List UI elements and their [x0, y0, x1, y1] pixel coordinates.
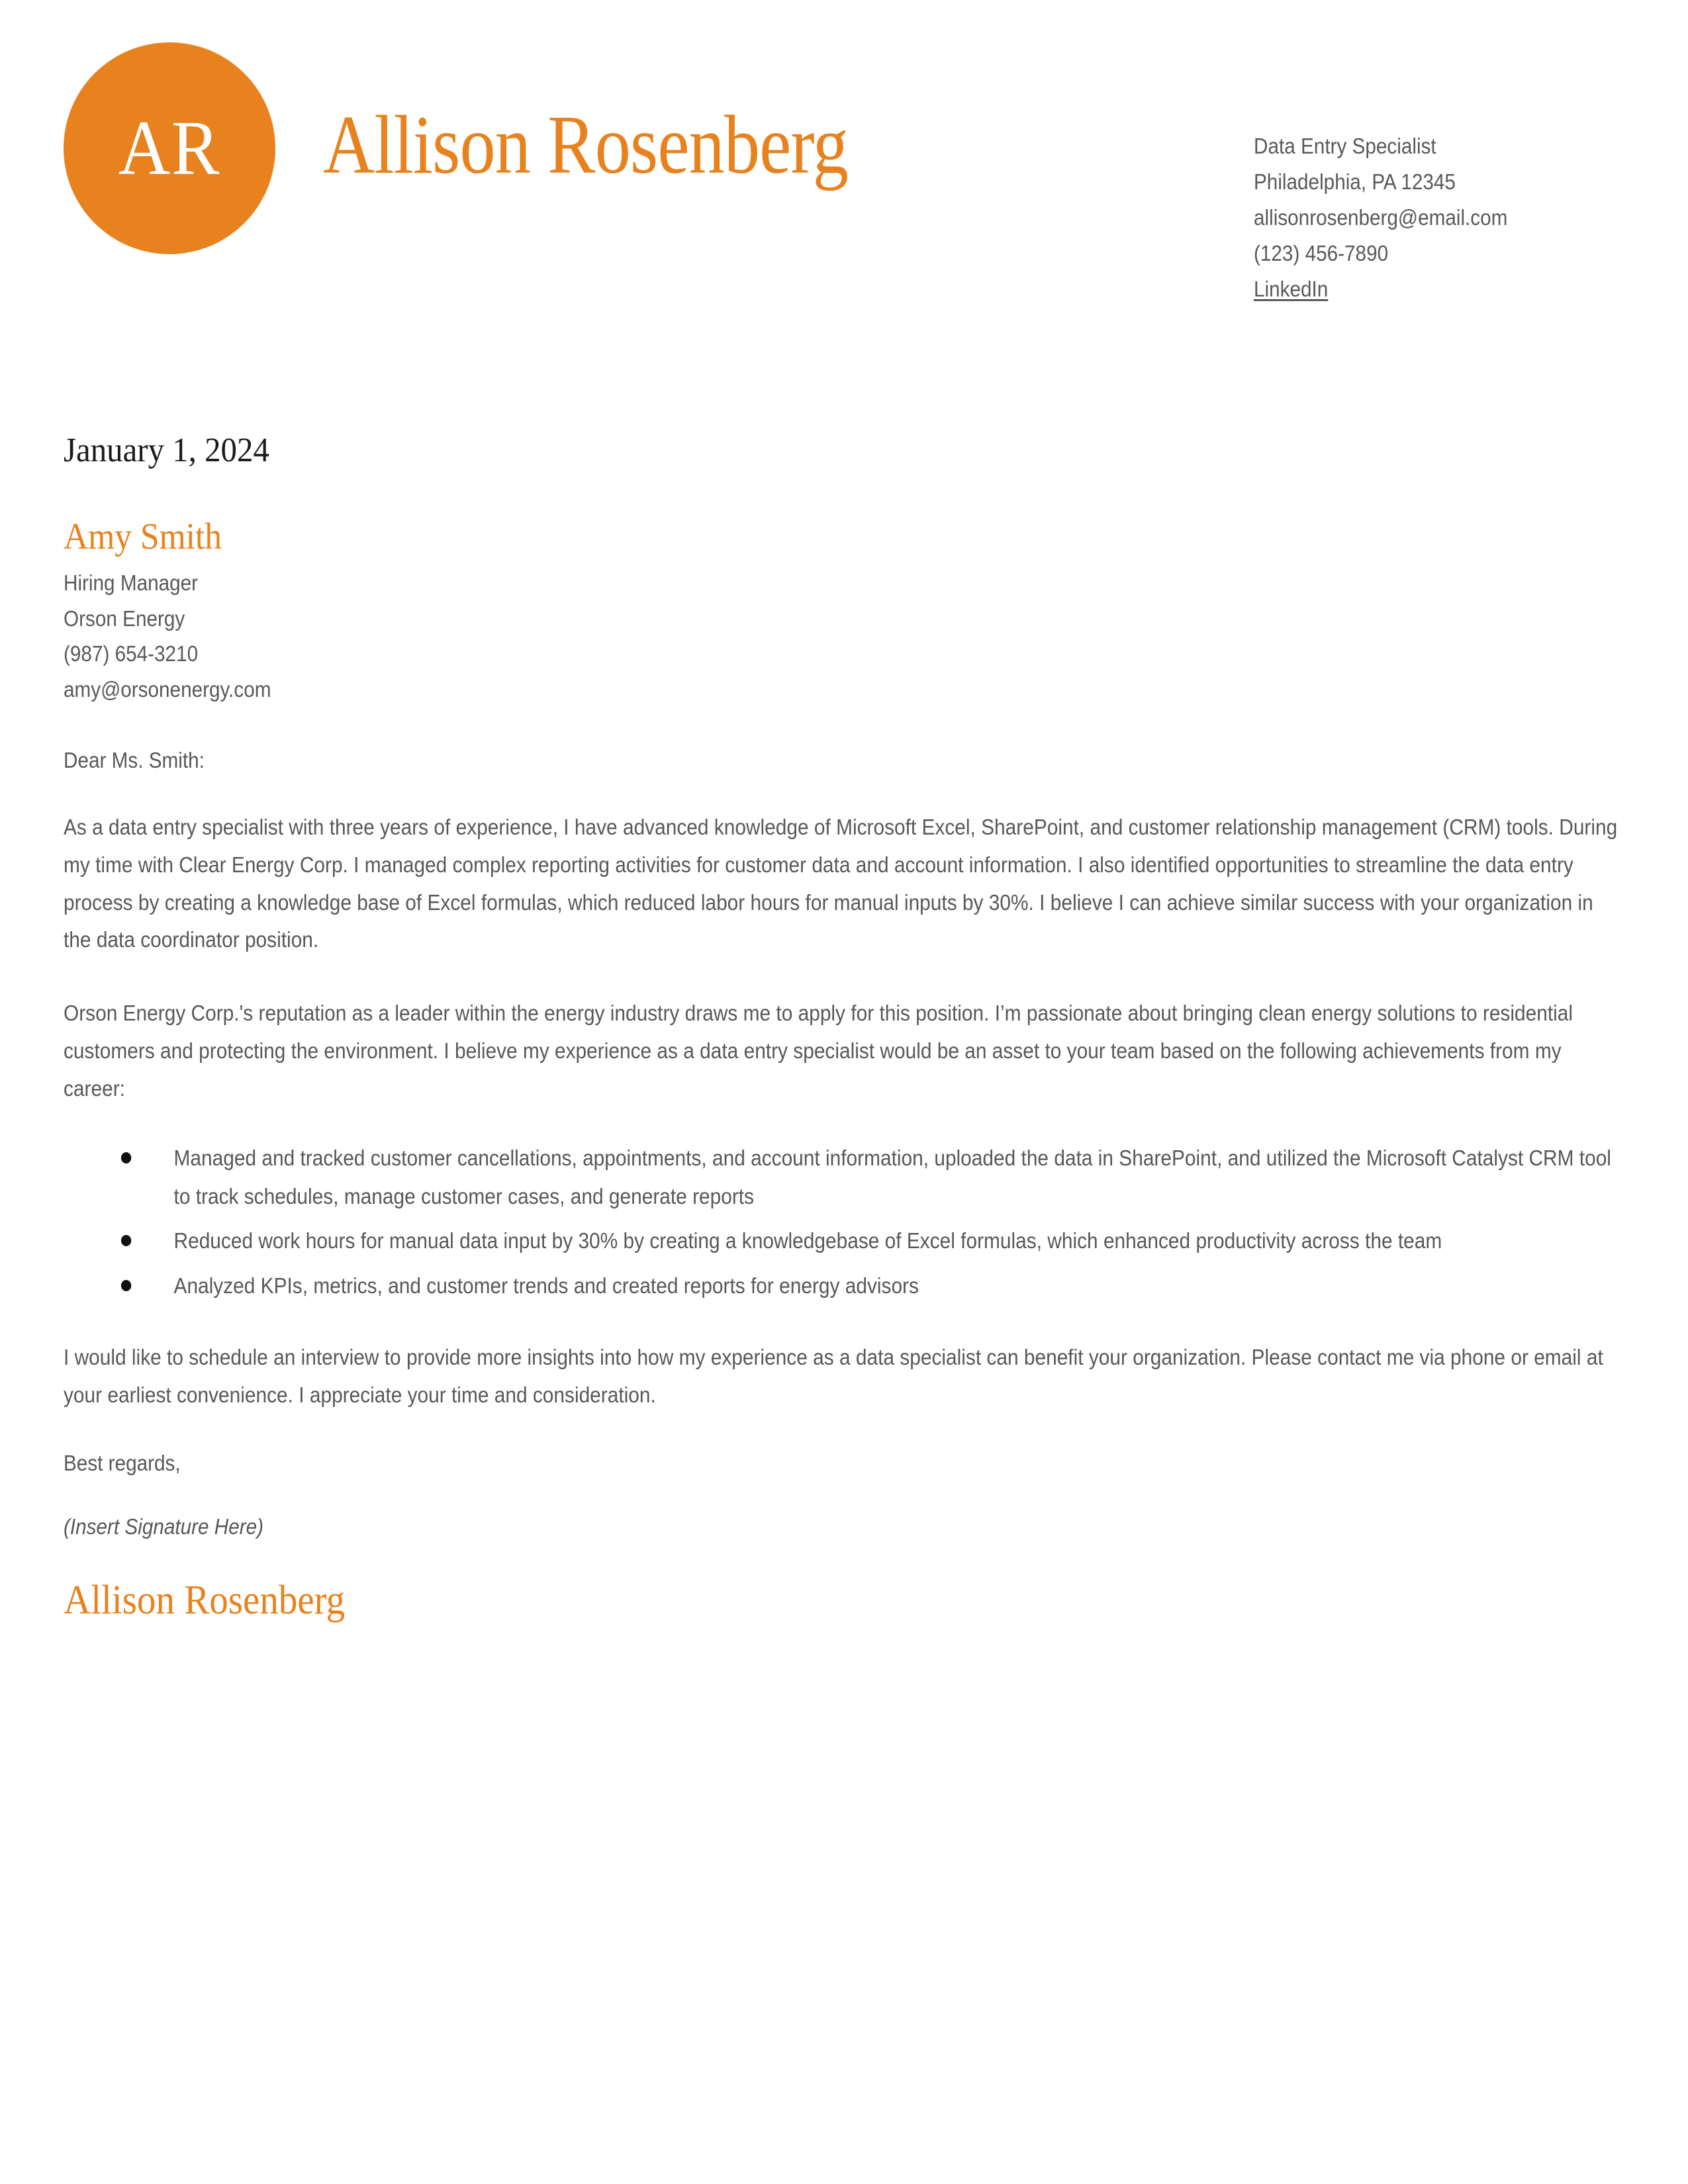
logo-initials: AR	[118, 105, 221, 191]
body-paragraph-3: I would like to schedule an interview to provide more insights into how my experience as a data specialist can benefit your organization. Please contact me via phone or email at your earliest convenience. I appreciate your time and consideration.	[64, 1344, 1603, 1407]
contact-info-block	[1254, 38, 1624, 308]
recipient-email: amy@orsonenergy.com	[64, 676, 271, 702]
monogram-logo	[64, 42, 275, 254]
salutation: Dear Ms. Smith:	[64, 748, 205, 773]
page-title: Allison Rosenberg	[323, 99, 849, 191]
recipient-company: Orson Energy	[64, 606, 185, 631]
letter-body	[0, 431, 1688, 1623]
list-item-text: Analyzed KPIs, metrics, and customer trends and created reports for energy advisors	[173, 1273, 919, 1298]
recipient-phone: (987) 654-3210	[64, 641, 199, 666]
signature-name: Allison Rosenberg	[64, 1578, 346, 1623]
list-item	[121, 1267, 1624, 1304]
signature-placeholder: (Insert Signature Here)	[64, 1514, 264, 1539]
contact-job-title: Data Entry Specialist	[1254, 134, 1436, 158]
body-paragraph-2: Orson Energy Corp.'s reputation as a leader within the energy industry draws me to apply for this position. I’m passionate about bringing clean energy solutions to residential customers and protecting the environment. I believe my experience as a data entry specialist would be an asset to your team based on the following achievements from my career:	[64, 1001, 1573, 1101]
recipient-title: Hiring Manager	[64, 570, 199, 596]
logo-container	[64, 38, 275, 254]
bullet-dot-icon	[121, 1235, 131, 1246]
list-item-text: Managed and tracked customer cancellations, appointments, and account information, uploaded the data in SharePoint, and utilized the Microsoft Catalyst CRM tool to track schedules, manage customer cases, and generate reports	[173, 1146, 1611, 1208]
contact-phone: (123) 456-7890	[1254, 241, 1389, 266]
list-item	[121, 1222, 1624, 1259]
contact-location: Philadelphia, PA 12345	[1254, 169, 1456, 195]
list-item	[121, 1139, 1624, 1215]
body-paragraph-1: As a data entry specialist with three years of experience, I have advanced knowledge of Microsoft Excel, SharePoint, and customer relationship management (CRM) tools. During my time with Clear Energy Corp. I managed complex reporting activities for customer data and account information. I also identified opportunities to streamline the data entry process by creating a knowledge base of Excel formulas, which reduced labor hours for manual inputs by 30%. I believe I can achieve similar success with your organization in the data coordinator position.	[64, 815, 1618, 952]
name-container	[275, 38, 1254, 189]
recipient-block	[64, 516, 1624, 707]
achievements-list	[64, 1139, 1624, 1304]
contact-email: allisonrosenberg@email.com	[1254, 205, 1508, 230]
list-item-text: Reduced work hours for manual data input by 30% by creating a knowledgebase of Excel formulas, which enhanced productivity across the team	[173, 1228, 1442, 1253]
letterhead-header	[0, 0, 1688, 308]
bullet-dot-icon	[121, 1280, 131, 1291]
recipient-name: Amy Smith	[64, 516, 222, 557]
contact-linkedin-link[interactable]: LinkedIn	[1254, 277, 1329, 302]
letter-date: January 1, 2024	[64, 431, 269, 469]
closing-salutation: Best regards,	[64, 1451, 181, 1476]
bullet-dot-icon	[121, 1152, 131, 1163]
